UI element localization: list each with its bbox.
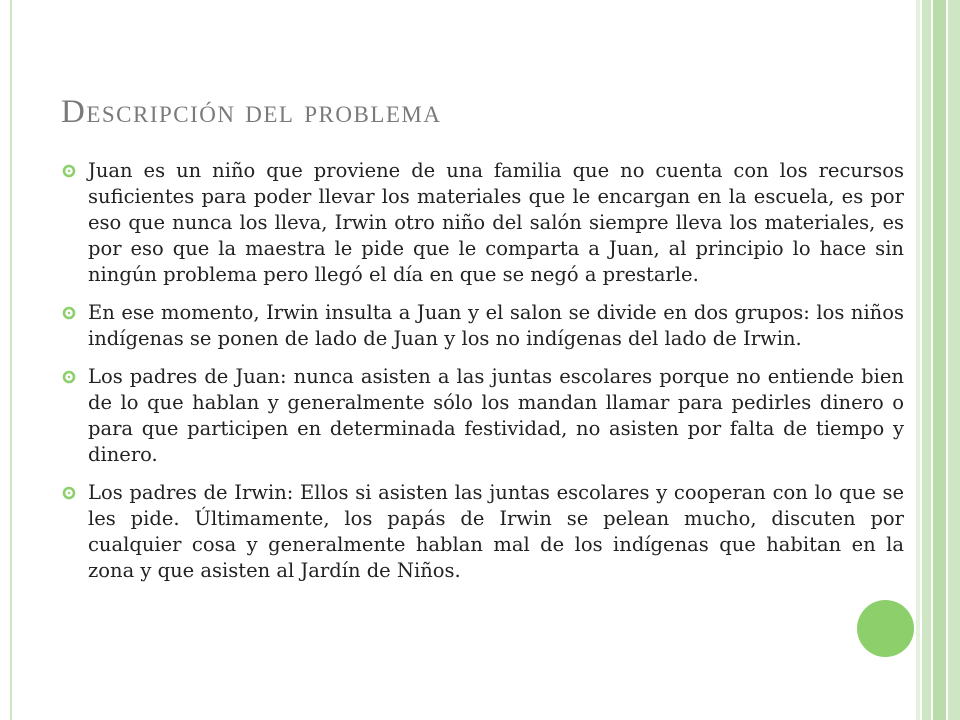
slide-title: Descripción del problema bbox=[61, 94, 442, 130]
target-bullet-icon bbox=[62, 164, 76, 178]
target-bullet-icon bbox=[62, 370, 76, 384]
bullet-text: Juan es un niño que proviene de una familia que no cuenta con los recursos suficientes para poder llevar los materiales que le encargan en la escuela, es por eso que nunca los lleva, Irwin otro niño del salón siempre lleva los materiales, es por eso que la maestra le pide que le comparta a Juan, al principio lo hace sin ningún problema pero llegó el día en que se negó a prestarle. bbox=[88, 159, 904, 286]
decorative-green-circle bbox=[857, 600, 914, 657]
right-stripe-3 bbox=[933, 0, 946, 720]
bullet-text: En ese momento, Irwin insulta a Juan y el salon se divide en dos grupos: los niños indígenas se ponen de lado de Juan y los no indígenas del lado de Irwin. bbox=[88, 301, 904, 350]
bullet-item bbox=[62, 480, 904, 584]
bullet-text: Los padres de Irwin: Ellos si asisten las juntas escolares y cooperan con lo que se les pide. Últimamente, los papás de Irwin se pelean mucho, discuten por cualquier cosa y generalmente hablan mal de los indígenas que habitan en la zona y que asisten al Jardín de Niños. bbox=[88, 481, 904, 582]
right-stripe-1 bbox=[916, 0, 920, 720]
left-decorative-rule bbox=[10, 0, 12, 720]
target-bullet-icon bbox=[62, 306, 76, 320]
target-bullet-icon bbox=[62, 486, 76, 500]
bullet-item bbox=[62, 158, 904, 288]
bullet-item bbox=[62, 300, 904, 352]
bullet-item bbox=[62, 364, 904, 468]
right-stripe-2 bbox=[922, 0, 931, 720]
right-stripe-4 bbox=[948, 0, 960, 720]
bullet-list bbox=[62, 158, 904, 596]
bullet-text: Los padres de Juan: nunca asisten a las juntas escolares porque no entiende bien de lo que hablan y generalmente sólo los mandan llamar para pedirles dinero o para que participen en determinada festividad, no asisten por falta de tiempo y dinero. bbox=[88, 365, 904, 466]
